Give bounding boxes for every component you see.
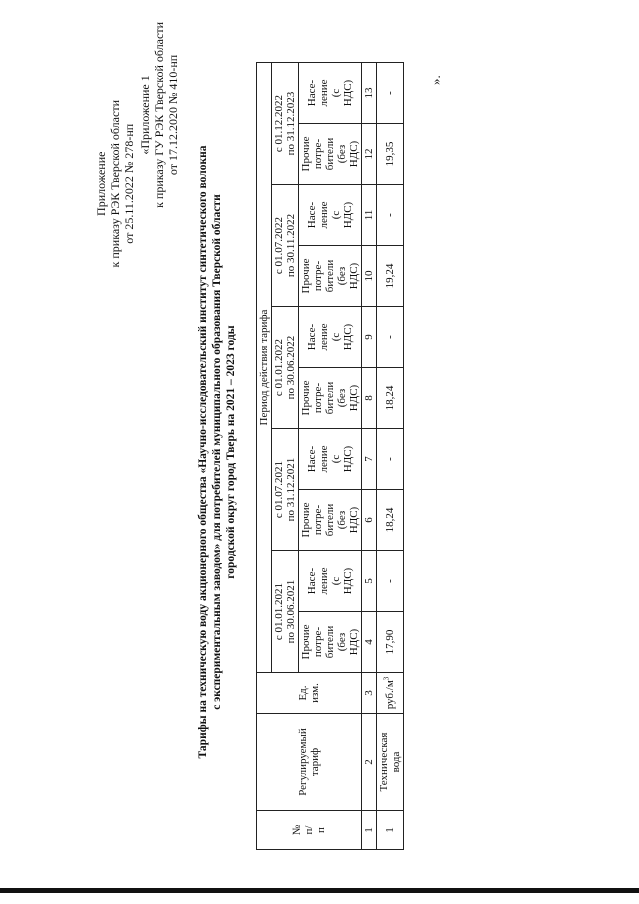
appendix-line: к приказу РЭК Тверской области (107, 100, 122, 268)
header-cell-unit: Ед. изм. (256, 673, 361, 714)
appendix-header (94, 100, 136, 267)
tariff-table-wrapper (256, 62, 404, 850)
consumer-other-cell: Прочие потре- бители (без НДС) (298, 124, 361, 185)
column-number-cell: 9 (361, 307, 376, 368)
column-number-cell: 2 (361, 714, 376, 811)
column-number-cell: 8 (361, 368, 376, 429)
column-number-cell: 7 (361, 429, 376, 490)
column-number-cell: 4 (361, 612, 376, 673)
table-row (376, 63, 403, 850)
period-cell: с 01.07.2022 по 30.11.2022 (271, 185, 298, 307)
title-line: с экспериментальным заводом» для потребителей муниципального образования Тверской области (210, 194, 223, 710)
column-number-cell: 12 (361, 124, 376, 185)
tariff-value-cell: - (376, 429, 403, 490)
column-number-cell: 13 (361, 63, 376, 124)
consumer-population-cell: Насе- ление (с НДС) (298, 185, 361, 246)
tariff-value-cell: - (376, 185, 403, 246)
tariff-value-cell: - (376, 307, 403, 368)
tariff-value-cell: - (376, 551, 403, 612)
period-cell: с 01.01.2022 по 30.06.2022 (271, 307, 298, 429)
consumer-population-cell: Насе- ление (с НДС) (298, 307, 361, 368)
consumer-other-cell: Прочие потре- бители (без НДС) (298, 612, 361, 673)
closing-quote: ». (427, 75, 443, 85)
appendix-line: Приложение (93, 151, 108, 216)
column-number-cell: 1 (361, 811, 376, 850)
tariff-value-cell: 18,24 (376, 490, 403, 551)
row-number-cell: 1 (376, 811, 403, 850)
rotated-page (20, 22, 620, 882)
column-number-cell: 3 (361, 673, 376, 714)
column-number-cell: 11 (361, 185, 376, 246)
tariff-value-cell: - (376, 63, 403, 124)
row-unit-cell: $руб./м^3$ (376, 673, 403, 714)
consumer-other-cell: Прочие потре- бители (без НДС) (298, 490, 361, 551)
previous-appendix-line: к приказу ГУ РЭК Тверской области (151, 22, 166, 208)
scan-edge-bar (0, 888, 639, 893)
column-number-cell: 5 (361, 551, 376, 612)
previous-appendix-line: «Приложение 1 (137, 75, 152, 155)
document-title (196, 62, 238, 842)
tariff-value-cell: 18,24 (376, 368, 403, 429)
column-number-cell: 10 (361, 246, 376, 307)
consumer-other-cell: Прочие потре- бители (без НДС) (298, 246, 361, 307)
consumer-other-cell: Прочие потре- бители (без НДС) (298, 368, 361, 429)
column-number-cell: 6 (361, 490, 376, 551)
row-name-cell: Техническая вода (376, 714, 403, 811)
header-cell-tariff: Регулируемый тариф (256, 714, 361, 811)
previous-appendix-header (138, 22, 180, 208)
column-number-row (361, 63, 376, 850)
header-cell-period: Период действия тарифа (256, 63, 271, 673)
period-cell: с 01.12.2022 по 31.12.2023 (271, 63, 298, 185)
title-line: Тарифы на техническую воду акционерного общества «Научно-исследовательский институт синтетического волокна (196, 145, 209, 759)
period-cell: с 01.07.2021 по 31.12.2021 (271, 429, 298, 551)
appendix-line: от 25.11.2022 № 278-нп (121, 123, 136, 244)
tariff-value-cell: 19,35 (376, 124, 403, 185)
tariff-value-cell: 19,24 (376, 246, 403, 307)
consumer-population-cell: Насе- ление (с НДС) (298, 551, 361, 612)
previous-appendix-line: от 17.12.2020 № 410-нп (165, 54, 180, 176)
title-line: городской округ город Тверь на 2021 – 2023 годы (224, 325, 237, 579)
consumer-population-cell: Насе- ление (с НДС) (298, 63, 361, 124)
tariff-value-cell: 17,90 (376, 612, 403, 673)
period-cell: с 01.01.2021 по 30.06.2021 (271, 551, 298, 673)
header-cell-number: № п/ п (256, 811, 361, 850)
header-row-period (256, 63, 271, 850)
consumer-population-cell: Насе- ление (с НДС) (298, 429, 361, 490)
tariff-table (256, 62, 404, 850)
